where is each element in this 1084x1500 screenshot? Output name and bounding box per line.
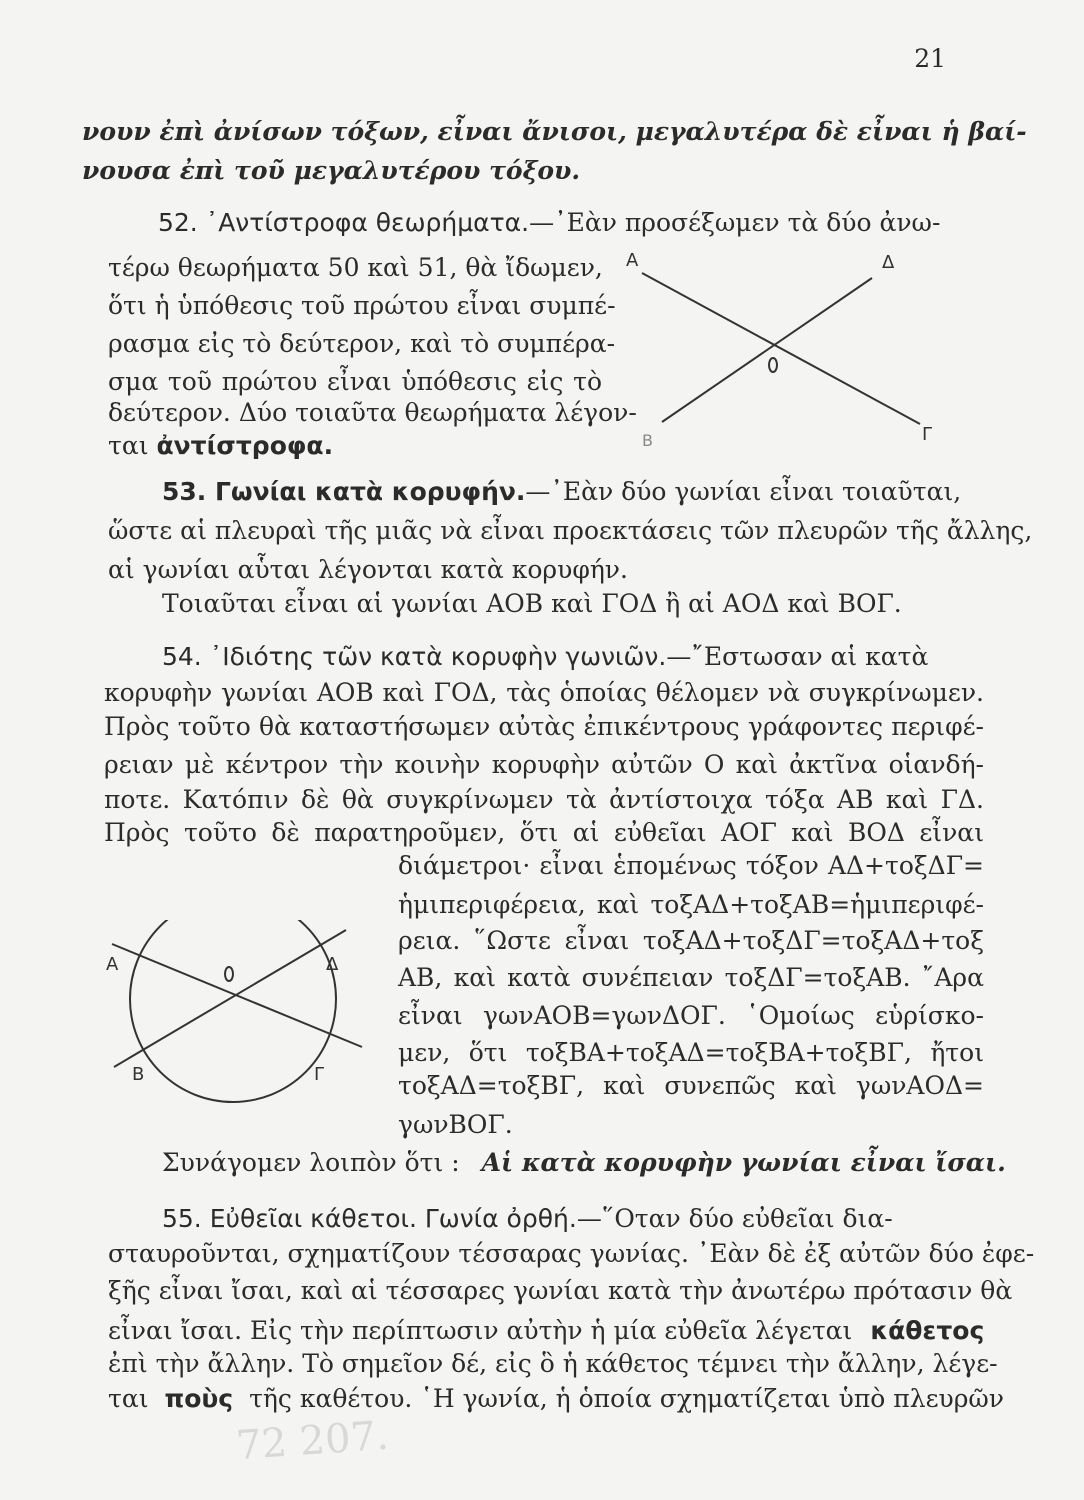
figure-circle-diameters xyxy=(100,920,380,1120)
section-52-heading: 52. ᾿Αντίστροφα θεωρήματα. xyxy=(158,208,530,237)
section-54-conclusion xyxy=(162,1148,1006,1178)
section-54-line-7: διάμετροι· εἶναι ἑπομένως τόξον ΑΔ+τοξΔΓ= xyxy=(398,851,984,880)
section-55-line-5: ἐπὶ τὴν ἄλλην. Τὸ σημεῖον δέ, εἰς ὃ ἡ κάθετος τέμνει τὴν ἄλλην, λέγε- xyxy=(108,1349,998,1378)
section-54-line-9: ρεια. ῞Ωστε εἶναι τοξΑΔ+τοξΔΓ=τοξΑΔ+τοξ xyxy=(398,926,984,955)
section-52-first-line xyxy=(158,208,940,238)
section-54-line-6: Πρὸς τοῦτο δὲ παρατηροῦμεν, ὅτι αἱ εὐθεῖαι ΑΟΓ καὶ ΒΟΔ εἶναι xyxy=(104,818,984,847)
section-55-line-1: —῞Οταν δύο εὐθεῖαι δια- xyxy=(576,1204,893,1233)
section-55-line-6-rest: τῆς καθέτου. ῾Η γωνία, ἡ ὁποία σχηματίζεται ὑπὸ πλευρῶν xyxy=(249,1384,1005,1413)
section-54-line-14: γωνΒΟΓ. xyxy=(398,1110,513,1139)
point-o-marker xyxy=(769,358,777,372)
label-b: Β xyxy=(642,431,653,450)
section-55-heading: 55. Εὐθεῖαι κάθετοι. Γωνία ὀρθή. xyxy=(162,1204,577,1233)
page-number: 21 xyxy=(914,44,946,73)
label-d: Δ xyxy=(326,954,339,975)
section-52-line-6: δεύτερον. Δύο τοιαῦτα θεωρήματα λέγον- xyxy=(108,398,637,427)
section-54-line-5: ποτε. Κατόπιν δὲ θὰ συγκρίνωμεν τὰ ἀντίστοιχα τόξα ΑΒ καὶ ΓΔ. xyxy=(104,785,984,814)
section-53-line-2: ὥστε αἱ πλευραὶ τῆς μιᾶς νὰ εἶναι προεκτάσεις τῶν πλευρῶν τῆς ἄλλης, xyxy=(108,516,1033,545)
section-55-first-line xyxy=(162,1204,893,1234)
section-54-line-10: ΑΒ, καὶ κατὰ συνέπειαν τοξΔΓ=τοξΑΒ. ῎Αρα xyxy=(398,963,984,992)
section-52-line-5: σμα τοῦ πρώτου εἶναι ὑπόθεσις εἰς τὸ xyxy=(108,367,602,396)
label-b: Β xyxy=(132,1064,145,1085)
line-d-b xyxy=(662,278,872,422)
section-53-line-4: Τοιαῦται εἶναι αἱ γωνίαι ΑΟΒ καὶ ΓΟΔ ἢ αἱ ΑΟΔ καὶ ΒΟΓ. xyxy=(162,589,902,618)
section-54-heading: 54. ᾿Ιδιότης τῶν κατὰ κορυφὴν γωνιῶν. xyxy=(162,642,667,671)
section-55-line-4-start: εἶναι ἴσαι. Εἰς τὴν περίπτωσιν αὐτὴν ἡ μία εὐθεῖα λέγεται xyxy=(108,1316,853,1345)
section-52-line-3: ὅτι ἡ ὑπόθεσις τοῦ πρώτου εἶναι συμπέ- xyxy=(108,291,616,320)
label-g: Γ xyxy=(314,1064,325,1085)
intro-line-2: νουσα ἐπὶ τοῦ μεγαλυτέρου τόξου. xyxy=(82,156,581,185)
section-53-heading: 53. Γωνίαι κατὰ κορυφήν. xyxy=(162,477,526,506)
section-54-line-12: μεν, ὅτι τοξΒΑ+τοξΑΔ=τοξΒΑ+τοξΒΓ, ἤτοι xyxy=(398,1038,984,1067)
section-54-line-13: τοξΑΔ=τοξΒΓ, καὶ συνεπῶς καὶ γωνΑΟΔ= xyxy=(398,1071,984,1100)
line-a-g xyxy=(642,273,920,424)
section-54-line-4: ρειαν μὲ κέντρον τὴν κοινὴν κορυφὴν αὐτῶν Ο καὶ ἀκτῖνα οἱανδή- xyxy=(104,750,984,779)
section-52-line-2: τέρω θεωρήματα 50 καὶ 51, θὰ ἴδωμεν, xyxy=(108,253,603,282)
section-52-line-4: ρασμα εἰς τὸ δεύτερον, καὶ τὸ συμπέρα- xyxy=(108,329,616,358)
pencil-annotation: 72 207. xyxy=(234,1412,391,1470)
figure-crossing-lines xyxy=(620,240,950,460)
section-55-line-6-start: ται xyxy=(108,1384,149,1413)
section-54-line-2: κορυφὴν γωνίαι ΑΟΒ καὶ ΓΟΔ, τὰς ὁποίας θέλομεν νὰ συγκρίνωμεν. xyxy=(104,678,984,707)
section-54-line-11: εἶναι γωνΑΟΒ=γωνΔΟΓ. ῾Ομοίως εὑρίσκο- xyxy=(398,1001,984,1030)
section-53-line-1: —᾿Εὰν δύο γωνίαι εἶναι τοιαῦται, xyxy=(525,477,962,506)
section-54-line-8: ἡμιπεριφέρεια, καὶ τοξΑΔ+τοξΑΒ=ἡμιπεριφέ- xyxy=(398,890,984,919)
diameter-d-b xyxy=(114,930,346,1067)
term-pous: ποὺς xyxy=(164,1384,234,1413)
section-53-line-3: αἱ γωνίαι αὗται λέγονται κατὰ κορυφήν. xyxy=(108,555,628,584)
section-55-line-3: ξῆς εἶναι ἴσαι, καὶ αἱ τέσσαρες γωνίαι κατὰ τὴν ἀνωτέρω πρότασιν θὰ xyxy=(108,1276,1013,1305)
conclusion-emphasis: Αἱ κατὰ κορυφὴν γωνίαι εἶναι ἴσαι. xyxy=(481,1148,1006,1177)
label-d: Δ xyxy=(882,252,895,273)
label-a: Α xyxy=(626,250,639,271)
center-o-marker xyxy=(225,967,233,981)
section-52-line-7 xyxy=(108,431,333,461)
section-54-line-3: Πρὸς τοῦτο θὰ καταστήσωμεν αὐτὰς ἐπικέντρους γράφοντες περιφέ- xyxy=(104,712,984,741)
section-54-line-1: —῎Εστωσαν αἱ κατὰ xyxy=(666,642,929,671)
conclusion-start: Συνάγομεν λοιπὸν ὅτι : xyxy=(162,1148,460,1177)
section-55-line-6 xyxy=(108,1384,1004,1414)
section-54-first-line xyxy=(162,642,928,672)
term-kathetos: κάθετος xyxy=(870,1316,985,1345)
term-antistrofa: ἀντίστροφα. xyxy=(156,431,334,460)
intro-line-1: νουν ἐπὶ ἀνίσων τόξων, εἶναι ἄνισοι, μεγαλυτέρα δὲ εἶναι ἡ βαί- xyxy=(82,117,1027,146)
section-55-line-4 xyxy=(108,1316,984,1346)
label-g: Γ xyxy=(922,424,933,445)
section-52-line-7-start: ται xyxy=(108,431,157,460)
section-55-line-2: σταυροῦνται, σχηματίζουν τέσσαρας γωνίας. ᾿Εὰν δὲ ἐξ αὐτῶν δύο ἐφε- xyxy=(108,1239,1035,1268)
circle xyxy=(130,920,336,1102)
label-a: Α xyxy=(106,954,119,975)
section-53-first-line xyxy=(162,477,961,507)
section-52-line-1: —᾿Εὰν προσέξωμεν τὰ δύο ἀνω- xyxy=(529,208,941,237)
